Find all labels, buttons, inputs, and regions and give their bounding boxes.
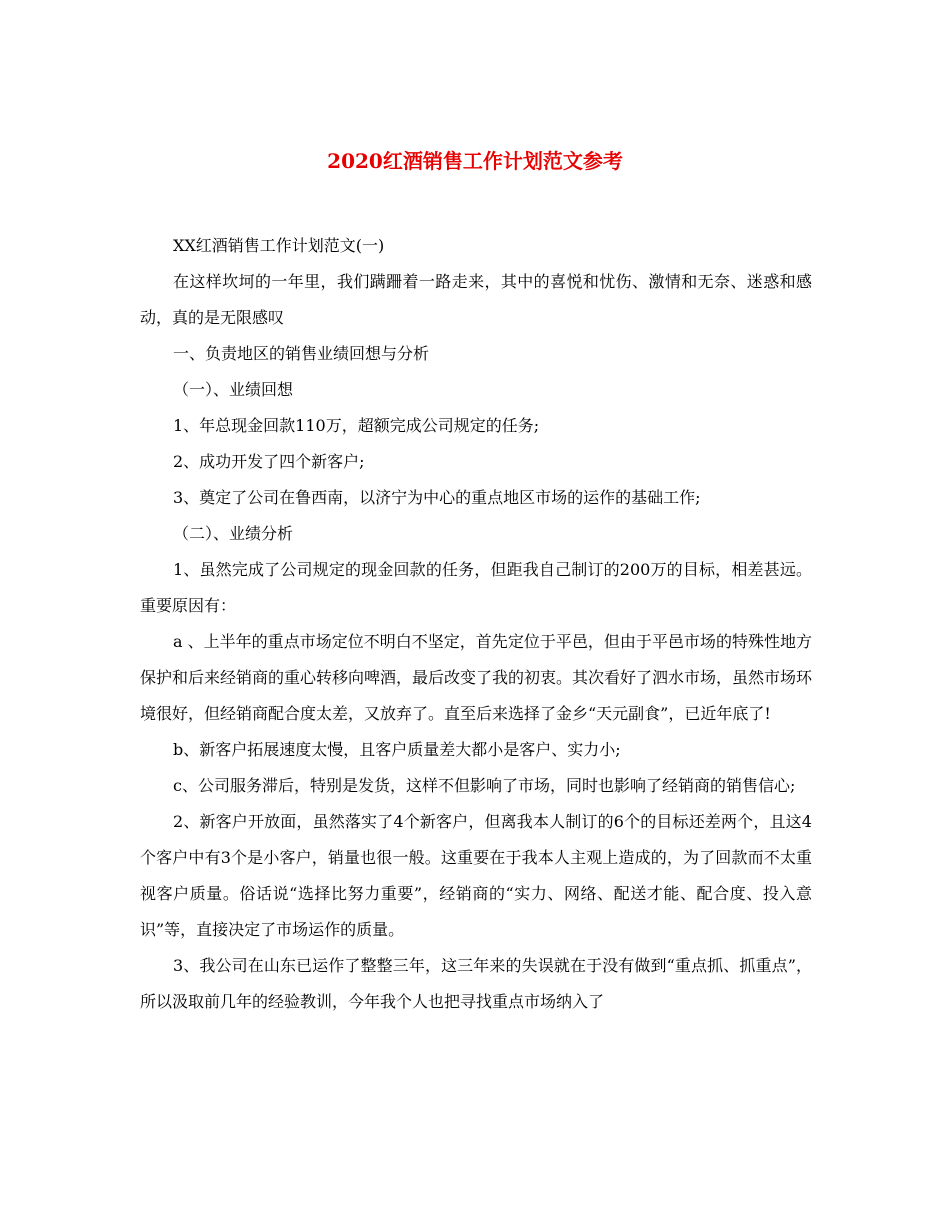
document-body	[140, 228, 812, 1020]
paragraph: 1、虽然完成了公司规定的现金回款的任务，但距我自己制订的200万的目标，相差甚远。重要原因有：	[140, 560, 812, 615]
list-item: 2、成功开发了四个新客户;	[173, 452, 365, 471]
list-item: 3、奠定了公司在鲁西南，以济宁为中心的重点地区市场的运作的基础工作;	[173, 488, 701, 507]
section-heading: 一、负责地区的销售业绩回想与分析	[173, 344, 430, 363]
paragraph: 在这样坎坷的一年里，我们蹒跚着一路走来，其中的喜悦和忧伤、激情和无奈、迷惑和感动，真的是无限感叹	[140, 272, 812, 327]
paragraph: b、新客户拓展速度太慢，且客户质量差大都小是客户、实力小;	[173, 740, 621, 759]
paragraph: c、公司服务滞后，特别是发货，这样不但影响了市场，同时也影响了经销商的销售信心;	[173, 776, 796, 795]
paragraph: 3、我公司在山东已运作了整整三年，这三年来的失误就在于没有做到“重点抓、抓重点”，所以汲取前几年的经验教训，今年我个人也把寻找重点市场纳入了	[140, 956, 812, 1011]
section-heading: XX红酒销售工作计划范文(一)	[173, 236, 385, 255]
list-item: 1、年总现金回款110万，超额完成公司规定的任务;	[173, 416, 540, 435]
document-title: 2020红酒销售工作计划范文参考	[327, 149, 623, 173]
paragraph: 2、新客户开放面，虽然落实了4个新客户，但离我本人制订的6个的目标还差两个，且这4个客户中有3个是小客户，销量也很一般。这重要在于我本人主观上造成的，为了回款而不太重视客户质量。俗话说“选择比努力重要”，经销商的“实力、网络、配送才能、配合度、投入意识”等，直接决定了市场运作的质量。	[140, 812, 812, 939]
paragraph: a 、上半年的重点市场定位不明白不坚定，首先定位于平邑，但由于平邑市场的特殊性地方保护和后来经销商的重心转移向啤酒，最后改变了我的初衷。其次看好了泗水市场，虽然市场环境很好，但经销商配合度太差，又放弃了。直至后来选择了金乡“天元副食”，已近年底了!	[140, 632, 813, 723]
subsection-heading: （二）、业绩分析	[173, 524, 294, 543]
subsection-heading: （一）、业绩回想	[173, 380, 294, 399]
